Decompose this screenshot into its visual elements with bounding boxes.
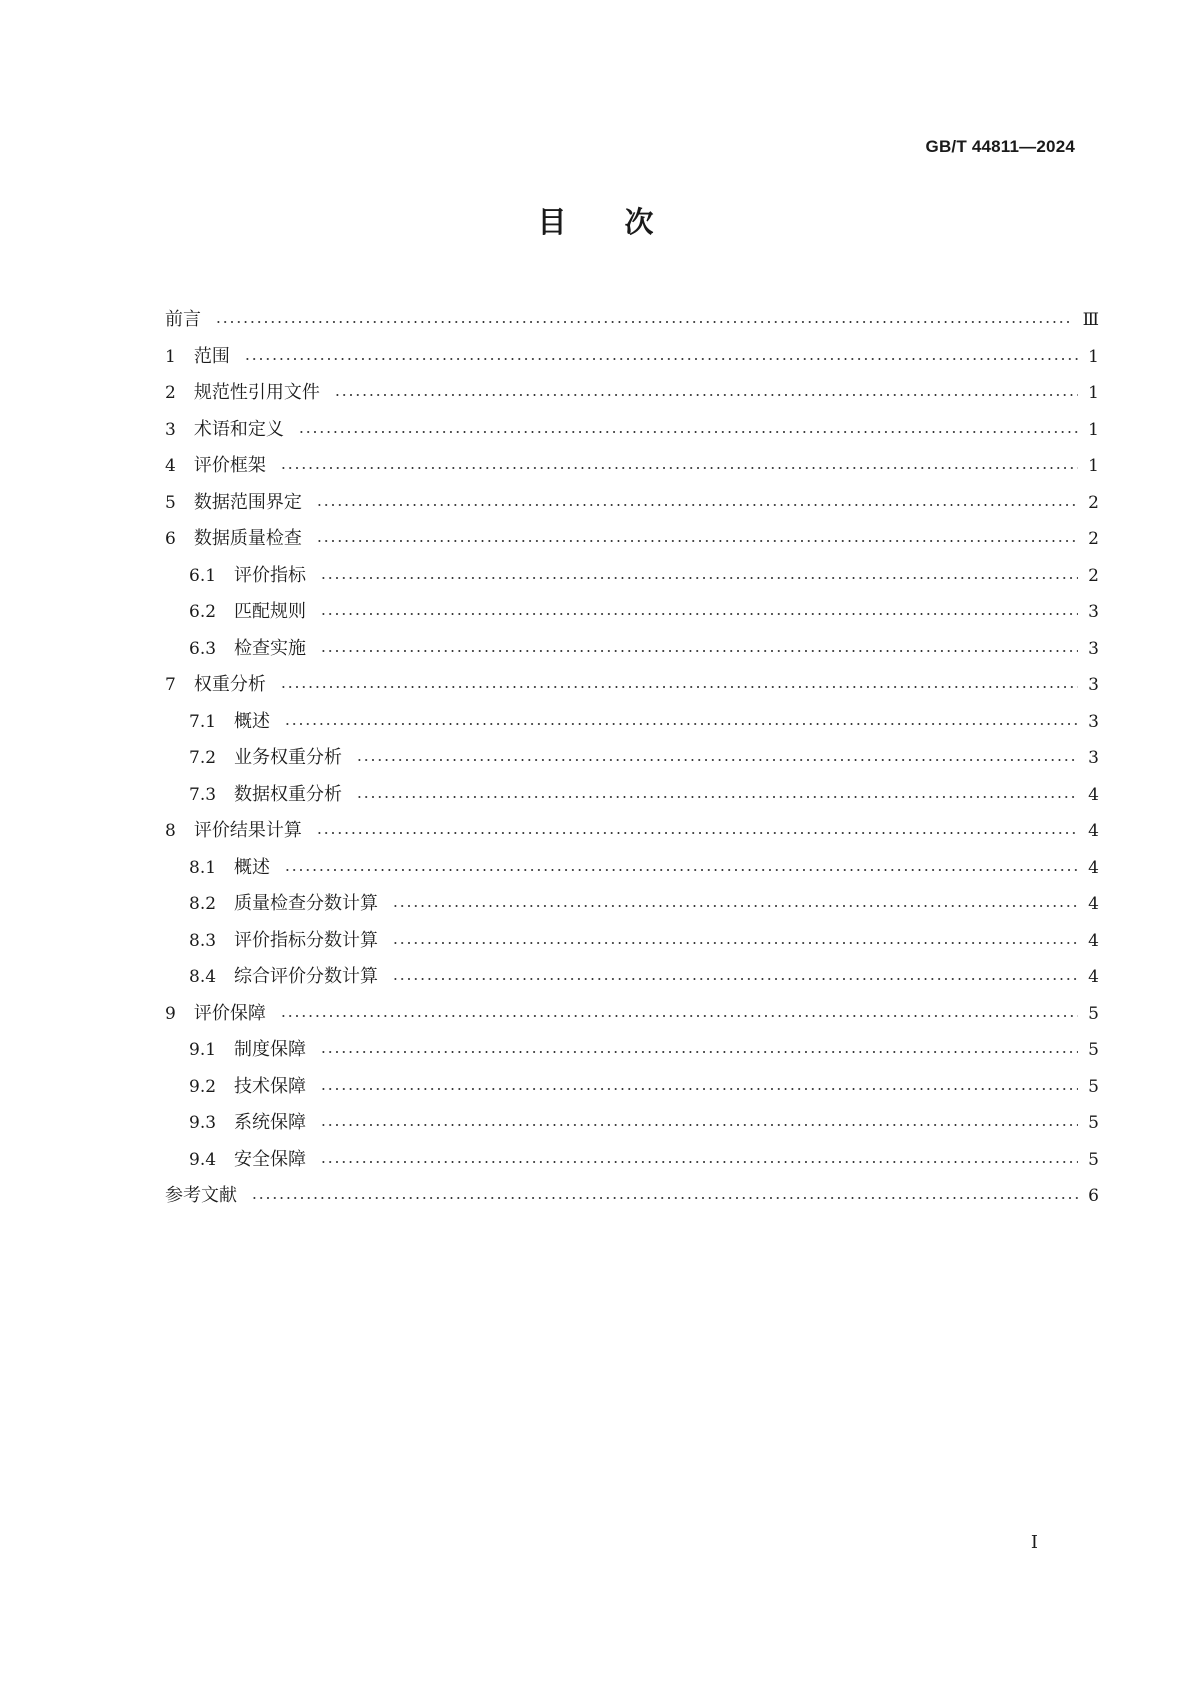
page-number: Ⅰ xyxy=(1030,1532,1038,1553)
toc-entry-page: 5 xyxy=(1088,1113,1099,1134)
toc-entry-page: 3 xyxy=(1088,675,1099,696)
toc-entry[interactable] xyxy=(165,1069,1099,1106)
toc-entry-title: 业务权重分析 xyxy=(234,747,343,769)
toc-entry-number: 9.1 xyxy=(189,1040,217,1061)
toc-leader-dots xyxy=(316,831,1078,835)
toc-entry-page: 2 xyxy=(1088,529,1099,550)
toc-entry-title: 质量检查分数计算 xyxy=(234,893,379,915)
toc-entry[interactable] xyxy=(165,923,1099,960)
toc-leader-dots xyxy=(356,795,1078,799)
toc-entry-number: 5 xyxy=(165,492,176,513)
toc-entry-number: 8.3 xyxy=(189,930,217,951)
toc-entry-page: 5 xyxy=(1088,1040,1099,1061)
toc-entry-number: 6 xyxy=(165,529,176,550)
toc-entry-page: 3 xyxy=(1088,748,1099,769)
toc-entry[interactable] xyxy=(165,1178,1099,1215)
toc-leader-dots xyxy=(320,576,1078,580)
toc-entry-number: 9.4 xyxy=(189,1149,217,1170)
toc-entry[interactable] xyxy=(165,521,1099,558)
standard-code: GB/T 44811—2024 xyxy=(925,137,1075,156)
toc-entry-number: 1 xyxy=(165,346,176,367)
toc-entry-title: 评价框架 xyxy=(193,455,266,477)
toc-entry[interactable] xyxy=(165,558,1099,595)
toc-entry-title: 数据权重分析 xyxy=(234,783,343,805)
table-of-contents xyxy=(165,302,1099,1215)
toc-leader-dots xyxy=(244,357,1078,361)
toc-entry-title: 系统保障 xyxy=(234,1112,307,1134)
toc-entry[interactable] xyxy=(165,375,1099,412)
toc-entry-title: 评价保障 xyxy=(193,1002,266,1024)
toc-entry-title: 评价结果计算 xyxy=(193,820,302,842)
toc-entry-title: 评价指标 xyxy=(234,564,307,586)
toc-entry[interactable] xyxy=(165,704,1099,741)
toc-entry-number: 6.1 xyxy=(189,565,217,586)
toc-entry-page: 4 xyxy=(1088,784,1099,805)
toc-leader-dots xyxy=(284,722,1078,726)
toc-leader-dots xyxy=(284,868,1078,872)
toc-entry[interactable] xyxy=(165,448,1099,485)
toc-entry-number: 8.2 xyxy=(189,894,217,915)
toc-entry[interactable] xyxy=(165,813,1099,850)
toc-entry-page: 4 xyxy=(1088,857,1099,878)
toc-leader-dots xyxy=(392,941,1078,945)
toc-entry-page: 2 xyxy=(1088,565,1099,586)
toc-entry[interactable] xyxy=(165,339,1099,376)
toc-entry[interactable] xyxy=(165,1142,1099,1179)
toc-entry-page: 4 xyxy=(1088,894,1099,915)
toc-entry-title: 前言 xyxy=(165,309,201,331)
toc-entry-title: 数据质量检查 xyxy=(193,528,302,550)
toc-entry-page: 5 xyxy=(1088,1076,1099,1097)
toc-entry-page: 4 xyxy=(1088,821,1099,842)
toc-entry[interactable] xyxy=(165,302,1099,339)
toc-entry-number: 2 xyxy=(165,383,176,404)
toc-leader-dots xyxy=(356,758,1078,762)
toc-entry-number: 9.3 xyxy=(189,1113,217,1134)
toc-entry[interactable] xyxy=(165,667,1099,704)
toc-entry-title: 匹配规则 xyxy=(234,601,307,623)
toc-entry-title: 规范性引用文件 xyxy=(193,382,320,404)
toc-entry-title: 概述 xyxy=(234,710,271,732)
toc-entry[interactable] xyxy=(165,740,1099,777)
toc-leader-dots xyxy=(392,977,1078,981)
toc-entry-title: 制度保障 xyxy=(234,1039,307,1061)
toc-entry-title: 安全保障 xyxy=(234,1148,307,1170)
toc-entry-page: 1 xyxy=(1088,456,1099,477)
toc-entry-page: 5 xyxy=(1088,1003,1099,1024)
toc-entry-number: 8.4 xyxy=(189,967,217,988)
toc-entry[interactable] xyxy=(165,959,1099,996)
toc-entry[interactable] xyxy=(165,485,1099,522)
toc-entry-page: 1 xyxy=(1088,346,1099,367)
toc-entry-page: 3 xyxy=(1088,711,1099,732)
toc-leader-dots xyxy=(316,503,1078,507)
toc-entry-title: 技术保障 xyxy=(234,1075,307,1097)
toc-leader-dots xyxy=(298,430,1078,434)
toc-entry[interactable] xyxy=(165,886,1099,923)
page-title: 目次 xyxy=(537,205,712,239)
toc-leader-dots xyxy=(280,1014,1078,1018)
toc-entry-page: 4 xyxy=(1088,967,1099,988)
toc-leader-dots xyxy=(251,1196,1078,1200)
toc-entry-number: 8 xyxy=(165,821,176,842)
toc-leader-dots xyxy=(392,904,1078,908)
toc-entry-page: 3 xyxy=(1088,638,1099,659)
toc-entry-title: 概述 xyxy=(234,856,271,878)
toc-entry-page: 5 xyxy=(1088,1149,1099,1170)
toc-entry-number: 6.2 xyxy=(189,602,217,623)
toc-entry-page: 6 xyxy=(1088,1186,1099,1207)
toc-leader-dots xyxy=(334,393,1078,397)
toc-entry-number: 4 xyxy=(165,456,176,477)
toc-entry-page: 4 xyxy=(1088,930,1099,951)
toc-entry-page: 1 xyxy=(1088,383,1099,404)
toc-entry-title: 数据范围界定 xyxy=(193,491,302,513)
toc-leader-dots xyxy=(280,466,1078,470)
toc-leader-dots xyxy=(316,539,1078,543)
toc-entry-number: 3 xyxy=(165,419,176,440)
toc-entry-number: 8.1 xyxy=(189,857,217,878)
toc-entry-number: 7.2 xyxy=(189,748,217,769)
toc-entry[interactable] xyxy=(165,777,1099,814)
toc-entry-page: Ⅲ xyxy=(1082,310,1099,331)
toc-entry[interactable] xyxy=(165,594,1099,631)
toc-entry-title: 权重分析 xyxy=(193,674,266,696)
toc-leader-dots xyxy=(320,612,1078,616)
toc-entry-number: 7.3 xyxy=(189,784,217,805)
toc-entry-title: 参考文献 xyxy=(165,1185,237,1207)
toc-leader-dots xyxy=(320,1123,1078,1127)
toc-leader-dots xyxy=(215,320,1073,324)
toc-entry-number: 9.2 xyxy=(189,1076,217,1097)
toc-entry[interactable] xyxy=(165,1105,1099,1142)
toc-leader-dots xyxy=(320,1160,1078,1164)
toc-leader-dots xyxy=(320,649,1078,653)
toc-entry[interactable] xyxy=(165,850,1099,887)
toc-entry-page: 2 xyxy=(1088,492,1099,513)
toc-entry-title: 检查实施 xyxy=(234,637,307,659)
toc-entry-page: 1 xyxy=(1088,419,1099,440)
toc-entry-title: 评价指标分数计算 xyxy=(234,929,379,951)
toc-entry-title: 术语和定义 xyxy=(193,418,284,440)
toc-entry-number: 7.1 xyxy=(189,711,217,732)
toc-entry-number: 7 xyxy=(165,675,176,696)
toc-entry[interactable] xyxy=(165,1032,1099,1069)
toc-entry[interactable] xyxy=(165,412,1099,449)
toc-leader-dots xyxy=(320,1050,1078,1054)
toc-entry[interactable] xyxy=(165,631,1099,668)
toc-entry-title: 范围 xyxy=(193,345,230,367)
toc-entry[interactable] xyxy=(165,996,1099,1033)
toc-leader-dots xyxy=(320,1087,1078,1091)
toc-entry-number: 9 xyxy=(165,1003,176,1024)
toc-leader-dots xyxy=(280,685,1078,689)
toc-entry-number: 6.3 xyxy=(189,638,217,659)
toc-entry-title: 综合评价分数计算 xyxy=(234,966,379,988)
toc-entry-page: 3 xyxy=(1088,602,1099,623)
